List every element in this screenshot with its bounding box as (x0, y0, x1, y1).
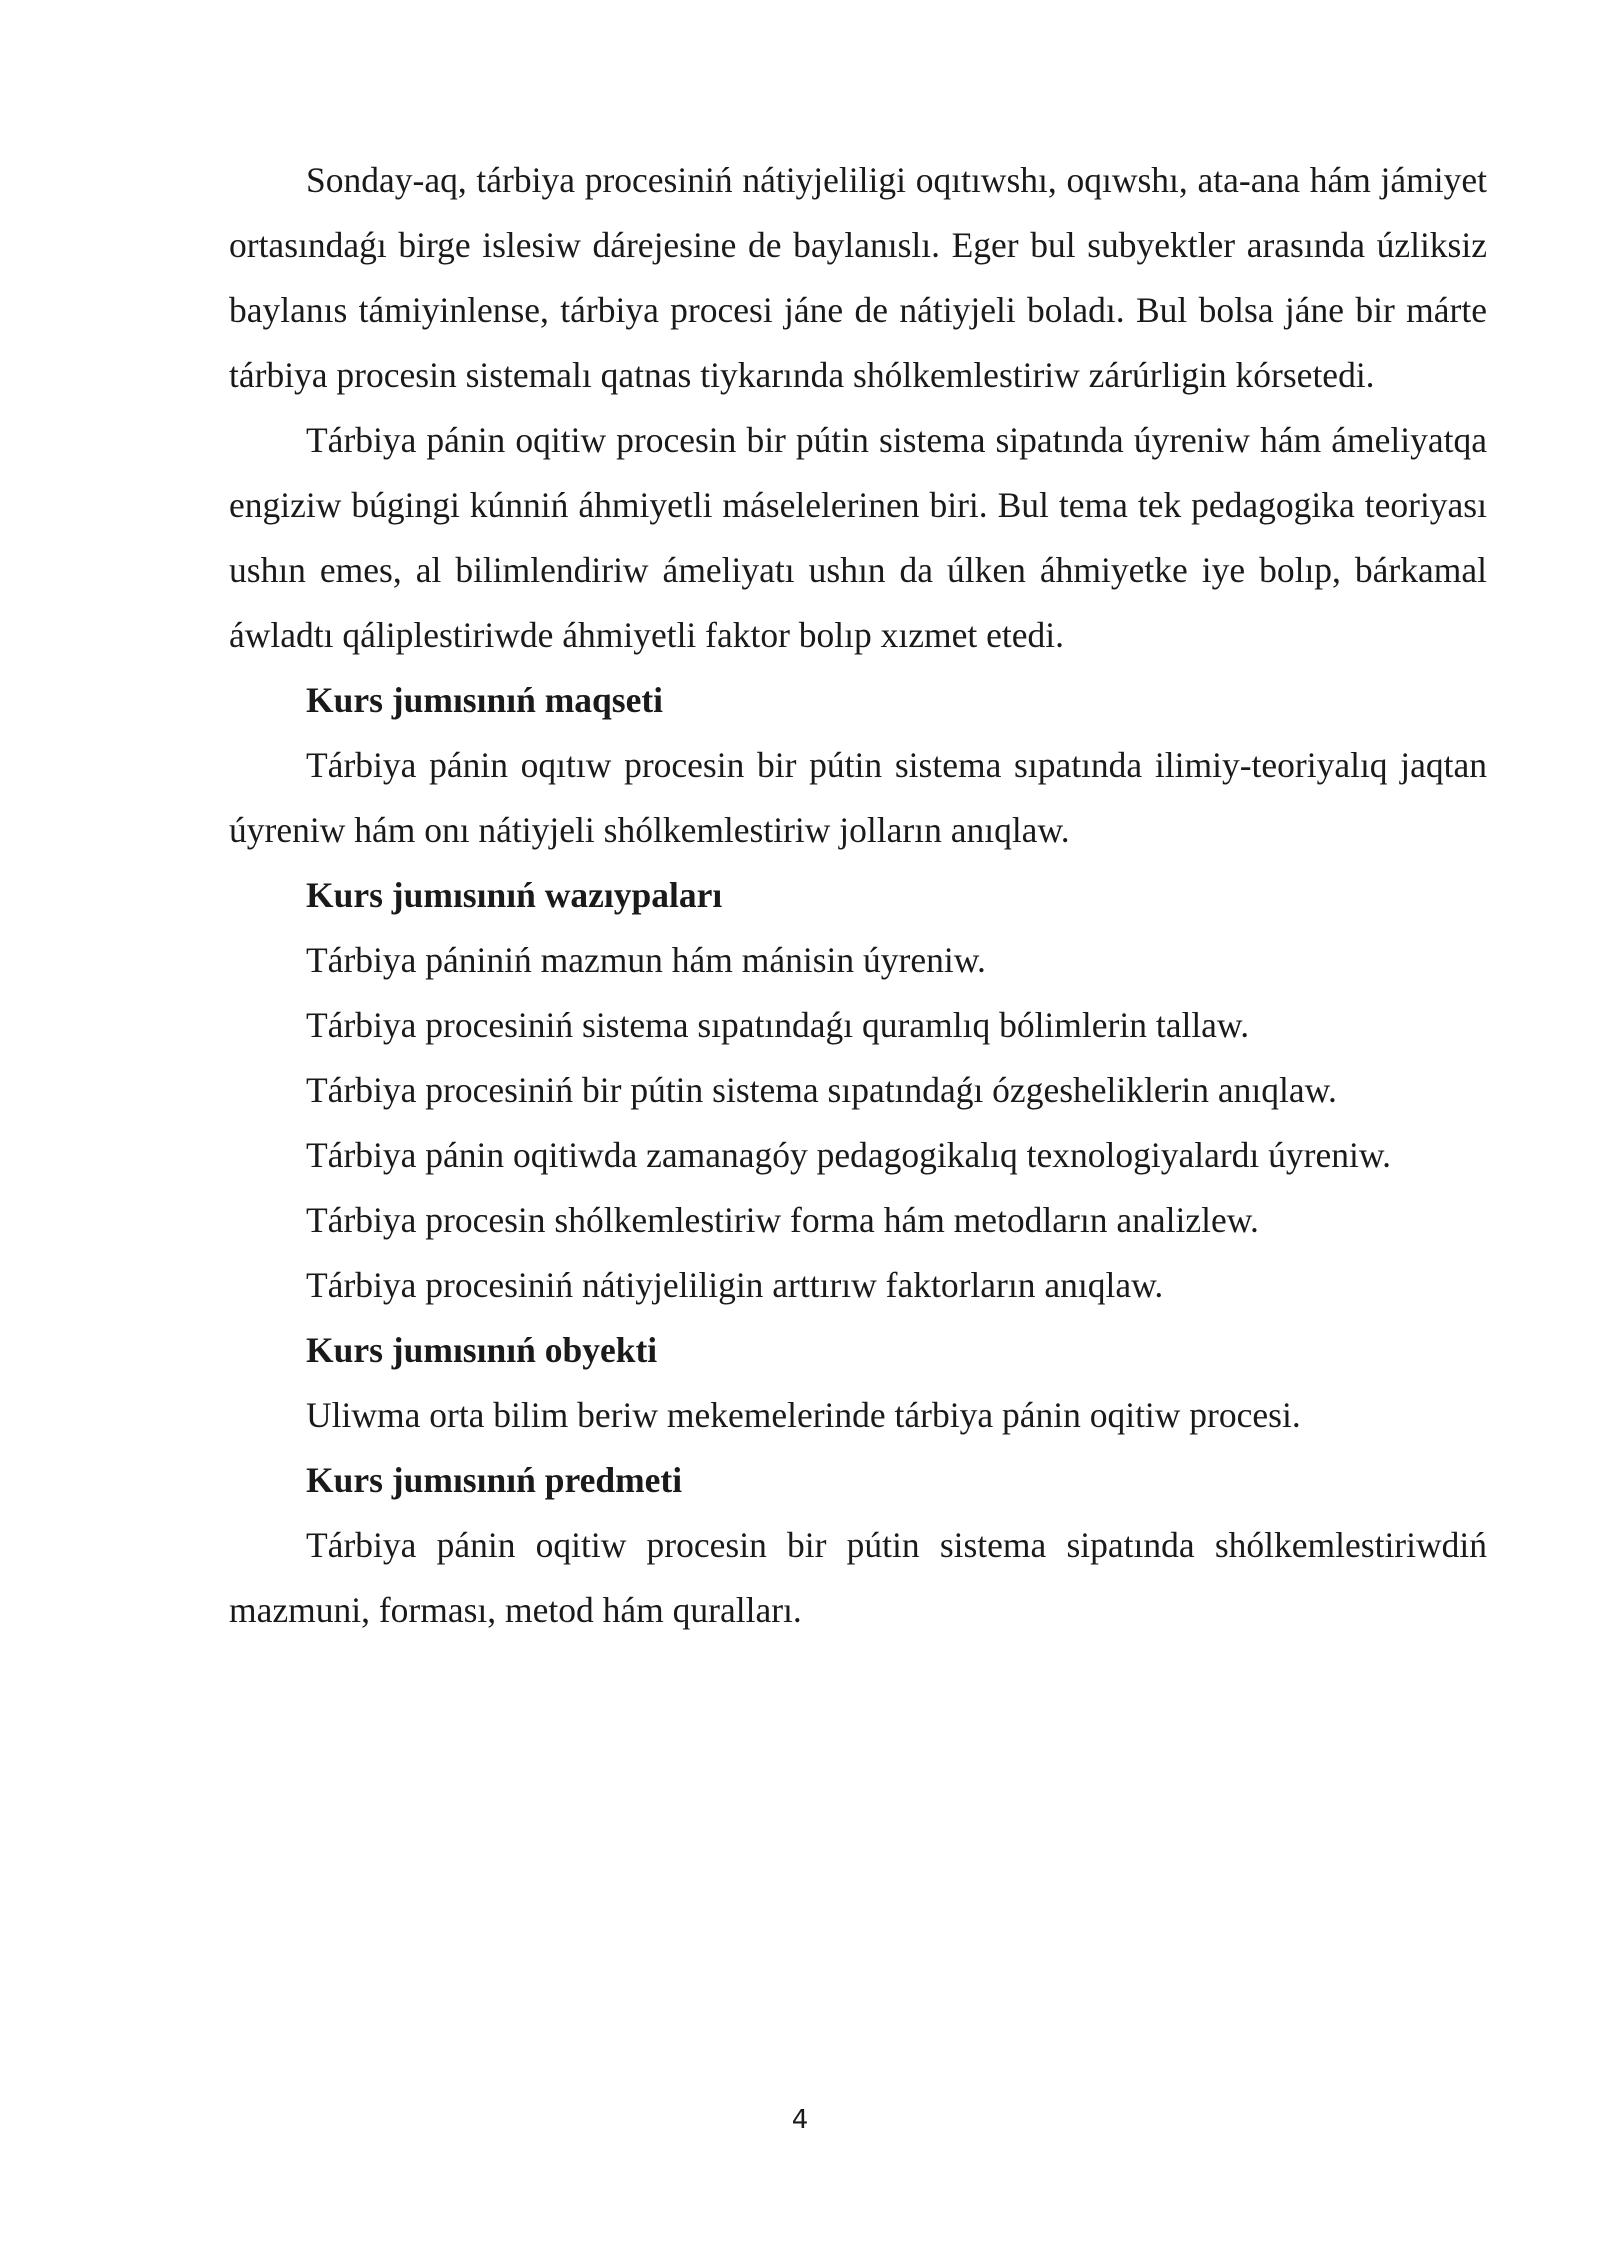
task-item: Tárbiya procesin shólkemlestiriw forma hám metodların analizlew. (306, 1200, 1259, 1240)
object-heading: Kurs jumısınıń obyekti (306, 1330, 658, 1370)
subject-heading: Kurs jumısınıń predmeti (306, 1460, 683, 1500)
subject-text: Tárbiya pánin oqitiw procesin bir pútin sistema sipatında shólkemlestiriwdiń mazmuni, forması, metod hám quralları. (229, 1525, 1487, 1630)
task-item: Tárbiya procesiniń sistema sıpatındaǵı quramlıq bólimlerin tallaw. (306, 1005, 1250, 1045)
intro-paragraph-2: Tárbiya pánin oqitiw procesin bir pútin sistema sipatında úyreniw hám ámeliyatqa engiziw búgingi kúnniń áhmiyetli máselelerinen biri. Bul tema tek pedagogika teoriyası ushın emes, al bilimlendiriw ámeliyatı ushın da úlken áhmiyetke iye bolıp, bárkamal áwladtı qáliplestiriwde áhmiyetli faktor bolıp xızmet etedi. (229, 420, 1487, 655)
task-item: Tárbiya pánin oqitiwda zamanagóy pedagogikalıq texnologiyalardı úyreniw. (306, 1135, 1392, 1175)
object-text: Uliwma orta bilim beriw mekemelerinde tárbiya pánin oqitiw procesi. (306, 1395, 1301, 1435)
goal-heading: Kurs jumısınıń maqseti (306, 680, 664, 720)
task-item: Tárbiya procesiniń nátiyjeliligin arttırıw faktorların anıqlaw. (306, 1265, 1164, 1305)
page-number: 4 (791, 2105, 809, 2135)
task-item: Tárbiya pániniń mazmun hám mánisin úyreniw. (306, 940, 986, 980)
goal-text: Tárbiya pánin oqıtıw procesin bir pútin sistema sıpatında ilimiy-teoriyalıq jaqtan úyreniw hám onı nátiyjeli shólkemlestiriw jolların anıqlaw. (229, 745, 1487, 850)
tasks-heading: Kurs jumısınıń wazıypaları (306, 875, 723, 915)
task-item: Tárbiya procesiniń bir pútin sistema sıpatındaǵı ózgesheliklerin anıqlaw. (306, 1070, 1337, 1110)
intro-paragraph-1: Sonday-aq, tárbiya procesiniń nátiyjeliligi oqıtıwshı, oqıwshı, ata-ana hám jámiyet ortasındaǵı birge islesiw dárejesine de baylanıslı. Eger bul subyektler arasında úzliksiz baylanıs támiyinlense, tárbiya procesi jáne de nátiyjeli boladı. Bul bolsa jáne bir márte tárbiya procesin sistemalı qatnas tiykarında shólkemlestiriw zárúrligin kórsetedi. (229, 160, 1487, 395)
page-content (229, 148, 1487, 1643)
